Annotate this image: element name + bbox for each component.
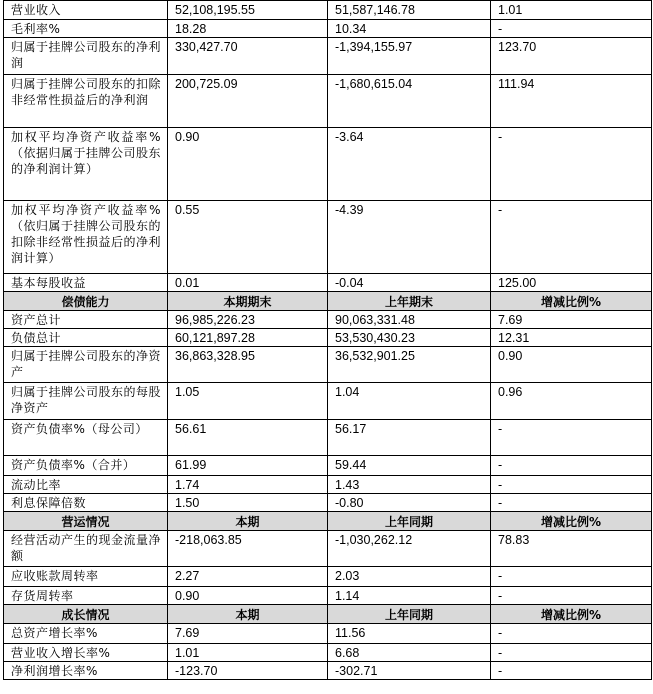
change-percent: - (491, 128, 652, 201)
current-value: 1.01 (168, 644, 328, 662)
current-value: 0.01 (168, 274, 328, 292)
table-row (4, 494, 652, 512)
table-row (4, 567, 652, 587)
previous-value: 59.44 (328, 456, 491, 476)
previous-value: -0.80 (328, 494, 491, 512)
table-row (4, 644, 652, 662)
current-value: -123.70 (168, 662, 328, 680)
current-value: 18.28 (168, 20, 328, 38)
previous-value: 1.43 (328, 476, 491, 494)
previous-value: 51,587,146.78 (328, 1, 491, 20)
previous-value: -1,394,155.97 (328, 38, 491, 75)
column-header: 上年同期 (328, 512, 491, 531)
previous-value: -4.39 (328, 201, 491, 274)
current-value: 1.50 (168, 494, 328, 512)
change-percent: 78.83 (491, 531, 652, 567)
indicator-label: 加权平均净资产收益率%（依归属于挂牌公司股东的扣除非经常性损益后的净利润计算） (4, 201, 168, 274)
previous-value: 6.68 (328, 644, 491, 662)
column-header: 增减比例% (491, 605, 652, 624)
indicator-label: 总资产增长率% (4, 624, 168, 644)
section-header-row (4, 605, 652, 624)
table-row (4, 456, 652, 476)
table-row (4, 587, 652, 605)
table-row (4, 38, 652, 75)
indicator-label: 加权平均净资产收益率%（依据归属于挂牌公司股东的净利润计算） (4, 128, 168, 201)
current-value: 56.61 (168, 420, 328, 456)
indicator-label: 归属于挂牌公司股东的扣除非经常性损益后的净利润 (4, 75, 168, 128)
column-header: 本期 (168, 605, 328, 624)
table-row (4, 347, 652, 383)
change-percent: 111.94 (491, 75, 652, 128)
indicator-label: 归属于挂牌公司股东的净资产 (4, 347, 168, 383)
table-row (4, 531, 652, 567)
current-value: 2.27 (168, 567, 328, 587)
indicator-label: 归属于挂牌公司股东的净利润 (4, 38, 168, 75)
previous-value: 56.17 (328, 420, 491, 456)
indicator-label: 净利润增长率% (4, 662, 168, 680)
change-percent: - (491, 587, 652, 605)
indicator-label: 资产总计 (4, 311, 168, 329)
current-value: 200,725.09 (168, 75, 328, 128)
table-row (4, 383, 652, 420)
change-percent: - (491, 662, 652, 680)
indicator-label: 营业收入 (4, 1, 168, 20)
financial-indicators-body (4, 1, 652, 680)
indicator-label: 应收账款周转率 (4, 567, 168, 587)
previous-value: -302.71 (328, 662, 491, 680)
previous-value: -1,030,262.12 (328, 531, 491, 567)
table-row (4, 624, 652, 644)
previous-value: 36,532,901.25 (328, 347, 491, 383)
column-header: 上年同期 (328, 605, 491, 624)
change-percent: 12.31 (491, 329, 652, 347)
change-percent: - (491, 20, 652, 38)
previous-value: -1,680,615.04 (328, 75, 491, 128)
current-value: 60,121,897.28 (168, 329, 328, 347)
indicator-label: 毛利率% (4, 20, 168, 38)
previous-value: 11.56 (328, 624, 491, 644)
change-percent: 125.00 (491, 274, 652, 292)
column-header: 增减比例% (491, 512, 652, 531)
current-value: 1.74 (168, 476, 328, 494)
section-title: 偿债能力 (4, 292, 168, 311)
table-row (4, 75, 652, 128)
section-title: 成长情况 (4, 605, 168, 624)
previous-value: -0.04 (328, 274, 491, 292)
current-value: 61.99 (168, 456, 328, 476)
column-header: 上年期末 (328, 292, 491, 311)
change-percent: - (491, 476, 652, 494)
current-value: 1.05 (168, 383, 328, 420)
previous-value: -3.64 (328, 128, 491, 201)
table-row (4, 201, 652, 274)
current-value: 0.55 (168, 201, 328, 274)
indicator-label: 资产负债率%（合并） (4, 456, 168, 476)
current-value: 330,427.70 (168, 38, 328, 75)
current-value: 52,108,195.55 (168, 1, 328, 20)
previous-value: 10.34 (328, 20, 491, 38)
change-percent: - (491, 456, 652, 476)
table-row (4, 662, 652, 680)
table-row (4, 128, 652, 201)
previous-value: 1.04 (328, 383, 491, 420)
table-row (4, 1, 652, 20)
previous-value: 2.03 (328, 567, 491, 587)
change-percent: 1.01 (491, 1, 652, 20)
change-percent: - (491, 201, 652, 274)
table-row (4, 274, 652, 292)
indicator-label: 经营活动产生的现金流量净额 (4, 531, 168, 567)
change-percent: 0.90 (491, 347, 652, 383)
table-row (4, 420, 652, 456)
current-value: 96,985,226.23 (168, 311, 328, 329)
previous-value: 90,063,331.48 (328, 311, 491, 329)
change-percent: - (491, 624, 652, 644)
indicator-label: 资产负债率%（母公司） (4, 420, 168, 456)
change-percent: 123.70 (491, 38, 652, 75)
table-row (4, 20, 652, 38)
indicator-label: 流动比率 (4, 476, 168, 494)
change-percent: - (491, 567, 652, 587)
indicator-label: 归属于挂牌公司股东的每股净资产 (4, 383, 168, 420)
current-value: 7.69 (168, 624, 328, 644)
table-row (4, 476, 652, 494)
indicator-label: 负债总计 (4, 329, 168, 347)
change-percent: 0.96 (491, 383, 652, 420)
change-percent: - (491, 494, 652, 512)
column-header: 本期期末 (168, 292, 328, 311)
indicator-label: 存货周转率 (4, 587, 168, 605)
column-header: 本期 (168, 512, 328, 531)
current-value: 36,863,328.95 (168, 347, 328, 383)
section-title: 营运情况 (4, 512, 168, 531)
current-value: 0.90 (168, 128, 328, 201)
section-header-row (4, 512, 652, 531)
current-value: 0.90 (168, 587, 328, 605)
change-percent: - (491, 644, 652, 662)
financial-indicators-table (3, 0, 652, 680)
indicator-label: 基本每股收益 (4, 274, 168, 292)
column-header: 增减比例% (491, 292, 652, 311)
section-header-row (4, 292, 652, 311)
indicator-label: 营业收入增长率% (4, 644, 168, 662)
change-percent: 7.69 (491, 311, 652, 329)
previous-value: 1.14 (328, 587, 491, 605)
change-percent: - (491, 420, 652, 456)
table-row (4, 329, 652, 347)
current-value: -218,063.85 (168, 531, 328, 567)
previous-value: 53,530,430.23 (328, 329, 491, 347)
table-row (4, 311, 652, 329)
indicator-label: 利息保障倍数 (4, 494, 168, 512)
